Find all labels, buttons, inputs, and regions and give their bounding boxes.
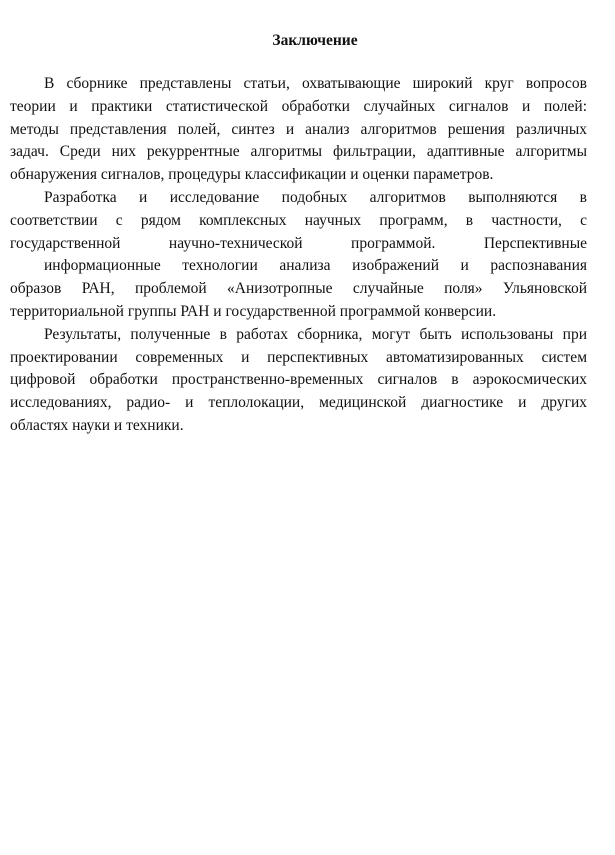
text-line: обнаружения сигналов, процедуры классификации и оценки параметров. bbox=[10, 166, 494, 184]
text-line: Результаты, полученные в работах сборника, могут быть использованы при bbox=[44, 325, 587, 343]
text-line: соответствии с рядом комплексных научных программ, в частности, с bbox=[10, 211, 587, 229]
text-line: теории и практики статистической обработки случайных сигналов и полей: bbox=[10, 97, 587, 115]
document-title: Заключение bbox=[272, 32, 358, 49]
text-line: В сборнике представлены статьи, охватывающие широкий круг вопросов bbox=[44, 75, 587, 92]
text-line: информационные технологии анализа изображений и распознавания bbox=[44, 257, 587, 275]
text-line: образов РАН, проблемой «Анизотропные случайные поля» Ульяновской bbox=[10, 280, 587, 298]
text-line: исследованиях, радио- и теплолокации, медицинской диагностике и других bbox=[10, 394, 587, 412]
text-line: Разработка и исследование подобных алгоритмов выполняются в bbox=[44, 188, 587, 206]
document-body bbox=[10, 73, 587, 438]
text-line: методы представления полей, синтез и анализ алгоритмов решения различных bbox=[10, 120, 587, 138]
text-line: задач. Среди них рекуррентные алгоритмы фильтрации, адаптивные алгоритмы bbox=[10, 143, 587, 161]
text-line: цифровой обработки пространственно-временных сигналов в аэрокосмических bbox=[10, 371, 587, 389]
text-line: проектировании современных и перспективных автоматизированных систем bbox=[10, 348, 587, 366]
text-line: территориальной группы РАН и государственной программой конверсии. bbox=[10, 302, 497, 320]
text-line: областях науки и техники. bbox=[10, 416, 184, 434]
text-line: государственной научно-технической программой. Перспективные bbox=[10, 234, 587, 252]
